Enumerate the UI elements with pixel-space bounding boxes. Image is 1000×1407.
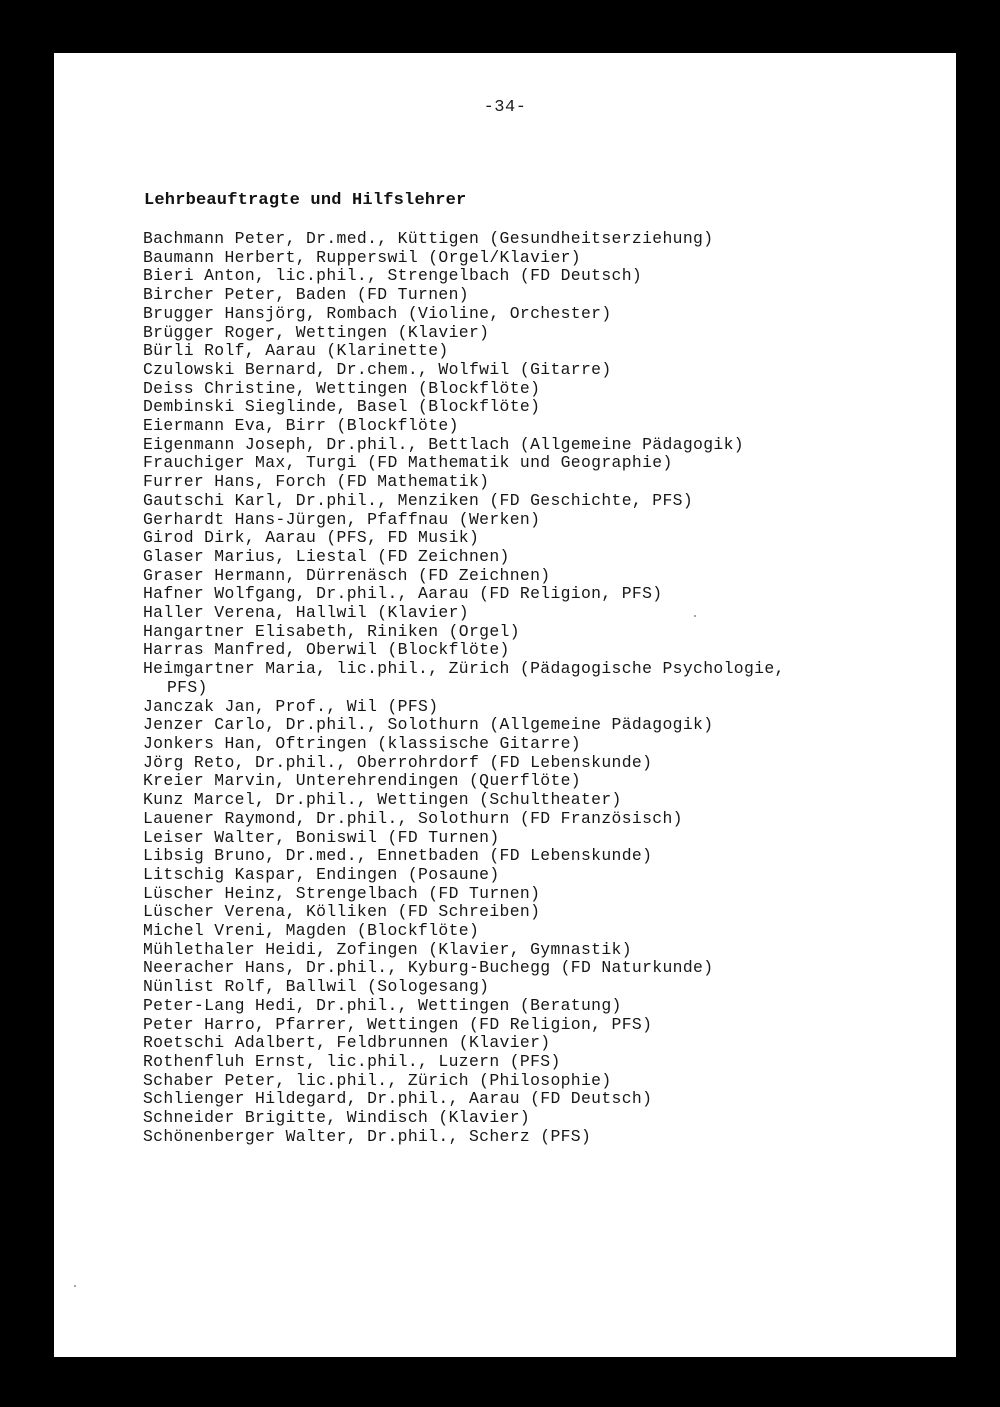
entry-text: Roetschi Adalbert, Feldbrunnen (Klavier) <box>143 1033 551 1053</box>
entry-text: Hangartner Elisabeth, Riniken (Orgel) <box>143 621 520 641</box>
entry-text: Leiser Walter, Boniswil (FD Turnen) <box>143 827 500 847</box>
list-item <box>143 1128 943 1147</box>
list-item <box>143 305 943 324</box>
list-item <box>143 641 943 660</box>
list-item <box>143 772 943 791</box>
entry-text: Hafner Wolfgang, Dr.phil., Aarau (FD Religion, PFS) <box>143 584 663 604</box>
entry-text: Libsig Bruno, Dr.med., Ennetbaden (FD Lebenskunde) <box>143 846 653 866</box>
entry-text: Jenzer Carlo, Dr.phil., Solothurn (Allgemeine Pädagogik) <box>143 715 714 735</box>
list-item <box>143 473 943 492</box>
list-item <box>143 529 943 548</box>
entry-text: Harras Manfred, Oberwil (Blockflöte) <box>143 640 510 660</box>
list-item <box>143 866 943 885</box>
entry-text: Peter-Lang Hedi, Dr.phil., Wettingen (Beratung) <box>143 995 622 1015</box>
entry-text: Gautschi Karl, Dr.phil., Menziken (FD Geschichte, PFS) <box>143 490 694 510</box>
list-item <box>143 436 943 455</box>
list-item <box>143 959 943 978</box>
entry-text: Brügger Roger, Wettingen (Klavier) <box>143 322 490 342</box>
list-item <box>143 735 943 754</box>
list-item <box>143 847 943 866</box>
list-item <box>143 585 943 604</box>
scan-speck <box>74 1285 76 1287</box>
list-item <box>143 1109 943 1128</box>
list-item <box>143 324 943 343</box>
entry-text: Eigenmann Joseph, Dr.phil., Bettlach (Allgemeine Pädagogik) <box>143 434 744 454</box>
entry-text: Gerhardt Hans-Jürgen, Pfaffnau (Werken) <box>143 509 541 529</box>
document-page <box>54 53 956 1357</box>
entry-text: Mühlethaler Heidi, Zofingen (Klavier, Gymnastik) <box>143 939 632 959</box>
section-heading: Lehrbeauftragte und Hilfslehrer <box>144 191 467 210</box>
list-item <box>143 548 943 567</box>
entry-text: Neeracher Hans, Dr.phil., Kyburg-Buchegg (FD Naturkunde) <box>143 958 714 978</box>
list-item <box>143 1016 943 1035</box>
list-item <box>143 791 943 810</box>
entry-text: Schlienger Hildegard, Dr.phil., Aarau (FD Deutsch) <box>143 1089 653 1109</box>
list-item <box>143 380 943 399</box>
list-item <box>143 754 943 773</box>
list-item <box>143 1090 943 1109</box>
list-item <box>143 829 943 848</box>
entry-text: Glaser Marius, Liestal (FD Zeichnen) <box>143 546 510 566</box>
entry-text: Heimgartner Maria, lic.phil., Zürich (Pädagogische Psychologie, <box>143 659 785 679</box>
list-item <box>143 454 943 473</box>
entry-text: Brugger Hansjörg, Rombach (Violine, Orchester) <box>143 303 612 323</box>
entry-text: Peter Harro, Pfarrer, Wettingen (FD Religion, PFS) <box>143 1014 653 1034</box>
list-item <box>143 267 943 286</box>
list-item <box>143 997 943 1016</box>
entry-continuation: PFS) <box>167 677 208 697</box>
entry-text: Bachmann Peter, Dr.med., Küttigen (Gesundheitserziehung) <box>143 229 714 248</box>
entry-text: Furrer Hans, Forch (FD Mathematik) <box>143 472 490 492</box>
entry-text: Litschig Kaspar, Endingen (Posaune) <box>143 864 500 884</box>
entry-text: Rothenfluh Ernst, lic.phil., Luzern (PFS) <box>143 1051 561 1071</box>
list-item <box>143 660 943 697</box>
entry-text: Jörg Reto, Dr.phil., Oberrohrdorf (FD Lebenskunde) <box>143 752 653 772</box>
list-item <box>143 1053 943 1072</box>
entry-text: Czulowski Bernard, Dr.chem., Wolfwil (Gitarre) <box>143 359 612 379</box>
list-item <box>143 398 943 417</box>
list-item <box>143 978 943 997</box>
list-item <box>143 342 943 361</box>
entry-text: Kreier Marvin, Unterehrendingen (Querflöte) <box>143 771 581 791</box>
list-item <box>143 623 943 642</box>
entry-text: Girod Dirk, Aarau (PFS, FD Musik) <box>143 528 480 548</box>
scan-speck <box>694 615 696 617</box>
list-item <box>143 903 943 922</box>
entry-text: Kunz Marcel, Dr.phil., Wettingen (Schultheater) <box>143 790 622 810</box>
list-item <box>143 417 943 436</box>
list-item <box>143 604 943 623</box>
entry-text: Lüscher Verena, Kölliken (FD Schreiben) <box>143 902 541 922</box>
list-item <box>143 492 943 511</box>
entry-text: Bieri Anton, lic.phil., Strengelbach (FD Deutsch) <box>143 266 643 286</box>
entry-text: Deiss Christine, Wettingen (Blockflöte) <box>143 378 541 398</box>
entry-text: Bürli Rolf, Aarau (Klarinette) <box>143 341 449 361</box>
list-item <box>143 249 943 268</box>
list-item <box>143 1072 943 1091</box>
list-item <box>143 885 943 904</box>
list-item <box>143 941 943 960</box>
entry-text: Graser Hermann, Dürrenäsch (FD Zeichnen) <box>143 565 551 585</box>
entry-text: Haller Verena, Hallwil (Klavier) <box>143 603 469 623</box>
list-item <box>143 286 943 305</box>
entry-text: Lauener Raymond, Dr.phil., Solothurn (FD Französisch) <box>143 808 683 828</box>
entry-text: Schaber Peter, lic.phil., Zürich (Philosophie) <box>143 1070 612 1090</box>
entry-text: Schneider Brigitte, Windisch (Klavier) <box>143 1108 531 1128</box>
lecturer-list <box>143 230 943 1146</box>
entry-text: Janczak Jan, Prof., Wil (PFS) <box>143 696 439 716</box>
entry-text: Dembinski Sieglinde, Basel (Blockflöte) <box>143 397 541 417</box>
list-item <box>143 716 943 735</box>
entry-text: Eiermann Eva, Birr (Blockflöte) <box>143 416 459 436</box>
list-item <box>143 810 943 829</box>
entry-text: Schönenberger Walter, Dr.phil., Scherz (PFS) <box>143 1126 592 1146</box>
entry-text: Bircher Peter, Baden (FD Turnen) <box>143 285 469 305</box>
entry-text: Baumann Herbert, Rupperswil (Orgel/Klavier) <box>143 247 581 267</box>
entry-text: Frauchiger Max, Turgi (FD Mathematik und Geographie) <box>143 453 673 473</box>
list-item <box>143 361 943 380</box>
entry-text: Nünlist Rolf, Ballwil (Sologesang) <box>143 977 490 997</box>
entry-text: Lüscher Heinz, Strengelbach (FD Turnen) <box>143 883 541 903</box>
list-item <box>143 230 943 249</box>
list-item <box>143 567 943 586</box>
list-item <box>143 922 943 941</box>
list-item <box>143 1034 943 1053</box>
list-item <box>143 698 943 717</box>
page-number: -34- <box>483 98 527 117</box>
entry-text: Michel Vreni, Magden (Blockflöte) <box>143 921 480 941</box>
entry-text: Jonkers Han, Oftringen (klassische Gitarre) <box>143 733 581 753</box>
list-item <box>143 511 943 530</box>
